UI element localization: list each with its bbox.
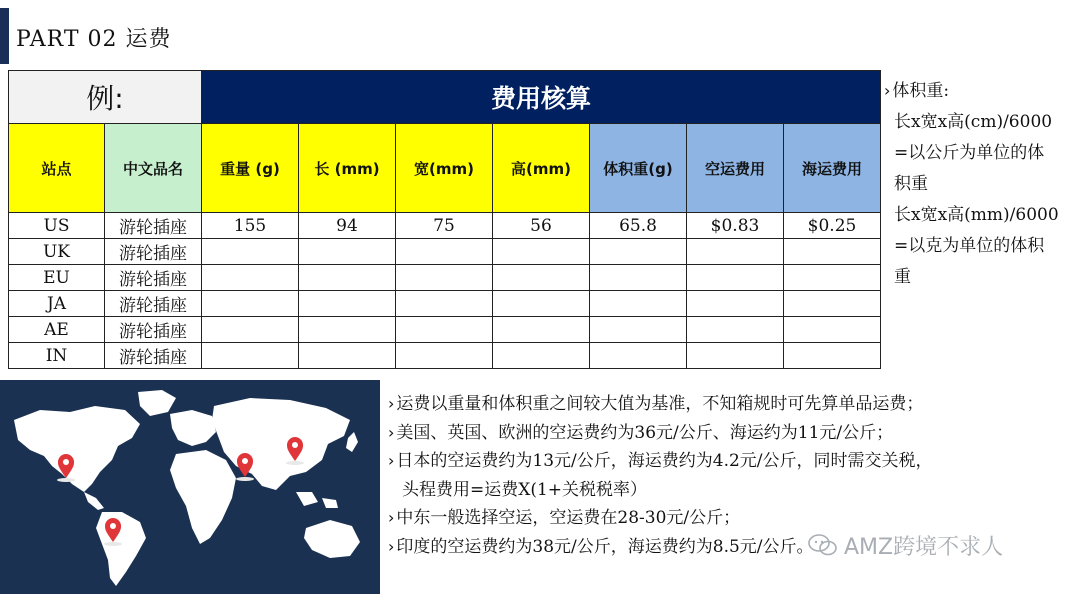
cell-product-name: 游轮插座 bbox=[105, 291, 202, 317]
cell-width bbox=[396, 265, 493, 291]
cell-site: AE bbox=[9, 317, 105, 343]
cell-weight bbox=[202, 265, 299, 291]
cell-height bbox=[493, 265, 590, 291]
cell-sea-freight: $0.25 bbox=[784, 213, 881, 239]
header-weight: 重量 (g) bbox=[202, 124, 299, 213]
chevron-right-icon: › bbox=[388, 451, 395, 470]
header-height: 高(mm) bbox=[493, 124, 590, 213]
cell-volume-weight bbox=[590, 265, 687, 291]
chevron-right-icon: › bbox=[884, 81, 891, 100]
cell-weight bbox=[202, 343, 299, 369]
cell-sea-freight bbox=[784, 291, 881, 317]
cell-air-freight: $0.83 bbox=[687, 213, 784, 239]
header-volume-weight: 体积重(g) bbox=[590, 124, 687, 213]
cell-product-name: 游轮插座 bbox=[105, 317, 202, 343]
cell-air-freight bbox=[687, 239, 784, 265]
note-line: 积重 bbox=[894, 174, 928, 194]
cell-height bbox=[493, 343, 590, 369]
cell-width bbox=[396, 239, 493, 265]
header-air-freight: 空运费用 bbox=[687, 124, 784, 213]
cell-weight bbox=[202, 317, 299, 343]
note-line: › 体积重: bbox=[884, 81, 950, 101]
cell-site: UK bbox=[9, 239, 105, 265]
note-line: › 美国、英国、欧洲的空运费约为36元/公斤、海运约为11元/公斤； bbox=[388, 422, 894, 443]
cell-sea-freight bbox=[784, 265, 881, 291]
table-row bbox=[9, 213, 881, 239]
cell-width bbox=[396, 291, 493, 317]
table-row bbox=[9, 265, 881, 291]
note-line: =以克为单位的体积 bbox=[894, 236, 1045, 256]
cell-product-name: 游轮插座 bbox=[105, 239, 202, 265]
cell-product-name: 游轮插座 bbox=[105, 343, 202, 369]
note-line: › 中东一般选择空运，空运费在28-30元/公斤； bbox=[388, 508, 741, 528]
fee-table bbox=[8, 70, 881, 369]
cell-sea-freight bbox=[784, 343, 881, 369]
cell-volume-weight: 65.8 bbox=[590, 213, 687, 239]
cell-weight bbox=[202, 291, 299, 317]
cell-sea-freight bbox=[784, 239, 881, 265]
note-line: 长x宽x高(cm)/6000 bbox=[894, 112, 1053, 132]
table-row bbox=[9, 343, 881, 369]
cell-air-freight bbox=[687, 317, 784, 343]
chevron-right-icon: › bbox=[388, 508, 395, 527]
chevron-right-icon: › bbox=[388, 536, 395, 556]
cell-volume-weight bbox=[590, 317, 687, 343]
note-line: › 运费以重量和体积重之间较大值为基准，不知箱规时可先算单品运费； bbox=[388, 394, 924, 414]
example-label: 例: bbox=[9, 71, 202, 124]
table-row bbox=[9, 239, 881, 265]
watermark bbox=[808, 530, 1003, 563]
chevron-right-icon: › bbox=[388, 422, 395, 442]
cell-length bbox=[299, 317, 396, 343]
cell-volume-weight bbox=[590, 291, 687, 317]
cell-weight: 155 bbox=[202, 213, 299, 239]
cell-height bbox=[493, 239, 590, 265]
cell-length bbox=[299, 343, 396, 369]
cell-width bbox=[396, 343, 493, 369]
cell-volume-weight bbox=[590, 239, 687, 265]
accent-bar bbox=[0, 8, 9, 64]
table-row bbox=[9, 291, 881, 317]
note-line: › 印度的空运费约为38元/公斤，海运费约为8.5元/公斤。 bbox=[388, 536, 814, 557]
cell-length bbox=[299, 265, 396, 291]
cell-air-freight bbox=[687, 265, 784, 291]
cell-length bbox=[299, 291, 396, 317]
volume-weight-note bbox=[884, 75, 1074, 293]
watermark-text: AMZ跨境不求人 bbox=[844, 535, 1004, 560]
table-title: 费用核算 bbox=[202, 71, 881, 124]
world-map bbox=[0, 380, 380, 594]
cell-length bbox=[299, 239, 396, 265]
table-row bbox=[9, 317, 881, 343]
cell-volume-weight bbox=[590, 343, 687, 369]
cell-air-freight bbox=[687, 291, 784, 317]
cell-weight bbox=[202, 239, 299, 265]
note-line: 重 bbox=[894, 267, 911, 287]
note-line: =以公斤为单位的体 bbox=[894, 143, 1045, 163]
cell-width bbox=[396, 317, 493, 343]
cell-width: 75 bbox=[396, 213, 493, 239]
world-map-graphic bbox=[0, 380, 380, 594]
cell-height bbox=[493, 317, 590, 343]
note-line: 长x宽x高(mm)/6000 bbox=[894, 205, 1059, 225]
header-width: 宽(mm) bbox=[396, 124, 493, 213]
cell-product-name: 游轮插座 bbox=[105, 213, 202, 239]
cell-product-name: 游轮插座 bbox=[105, 265, 202, 291]
cell-air-freight bbox=[687, 343, 784, 369]
header-site: 站点 bbox=[9, 124, 105, 213]
header-sea-freight: 海运费用 bbox=[784, 124, 881, 213]
cell-site: US bbox=[9, 213, 105, 239]
note-line: 头程费用=运费X(1+关税税率） bbox=[402, 479, 648, 500]
note-line: › 日本的空运费约为13元/公斤，海运费约为4.2元/公斤，同时需交关税， bbox=[388, 451, 933, 471]
cell-sea-freight bbox=[784, 317, 881, 343]
wechat-icon bbox=[808, 533, 838, 563]
cell-height bbox=[493, 291, 590, 317]
header-length: 长 (mm) bbox=[299, 124, 396, 213]
table-header-row bbox=[9, 124, 881, 213]
cell-length: 94 bbox=[299, 213, 396, 239]
cell-site: IN bbox=[9, 343, 105, 369]
cell-site: EU bbox=[9, 265, 105, 291]
map-pin-icon bbox=[236, 453, 254, 481]
cell-height: 56 bbox=[493, 213, 590, 239]
header-product-name: 中文品名 bbox=[105, 124, 202, 213]
cell-site: JA bbox=[9, 291, 105, 317]
chevron-right-icon: › bbox=[388, 394, 395, 413]
page-title: PART 02 运费 bbox=[16, 27, 172, 52]
